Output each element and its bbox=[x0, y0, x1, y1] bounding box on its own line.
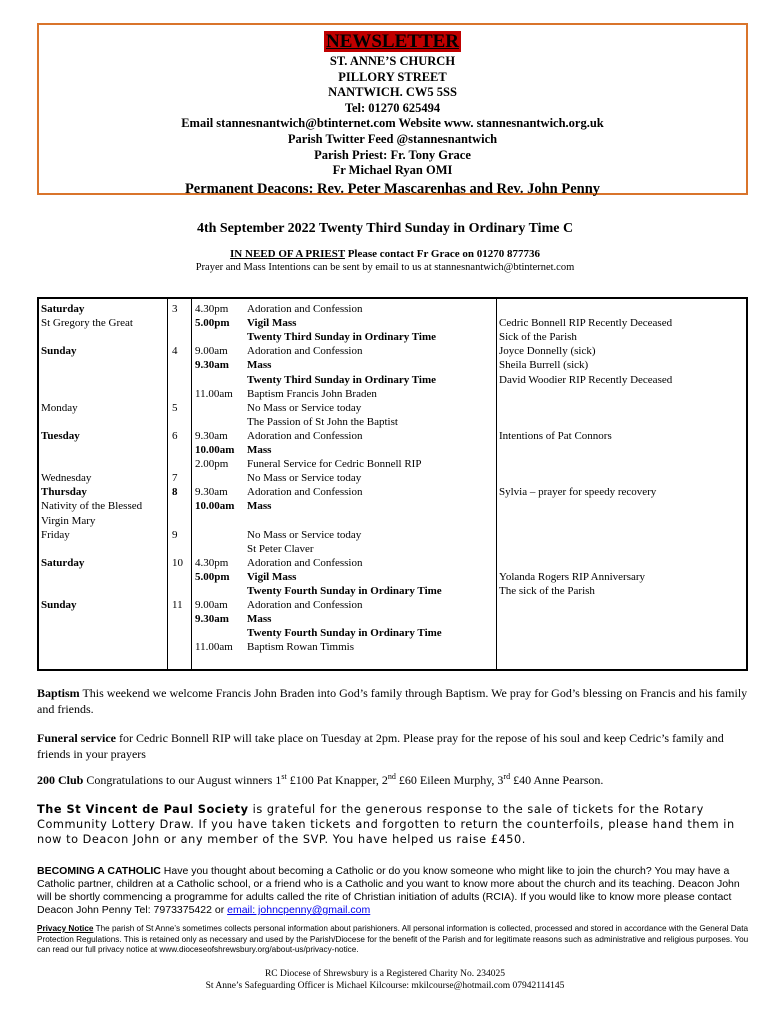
club-text: £60 Eileen Murphy, 3 bbox=[395, 773, 504, 787]
schedule-event: Mass bbox=[247, 444, 272, 456]
schedule-event: Vigil Mass bbox=[247, 317, 297, 330]
need-priest-text: Please contact Fr Grace on 01270 877736 bbox=[344, 248, 540, 260]
catholic-label: BECOMING A CATHOLIC bbox=[37, 865, 161, 877]
schedule-event: No Mass or Service today bbox=[247, 472, 362, 485]
schedule-time: 9.30am bbox=[195, 613, 229, 626]
schedule-date: 4 bbox=[172, 345, 178, 358]
schedule-event: Twenty Third Sunday in Ordinary Time bbox=[247, 331, 436, 344]
column-divider bbox=[496, 297, 497, 671]
schedule-day: St Gregory the Great bbox=[41, 317, 133, 330]
priest-contact-line bbox=[0, 248, 770, 260]
schedule-day: Monday bbox=[41, 401, 78, 414]
schedule-event: Twenty Fourth Sunday in Ordinary Time bbox=[247, 627, 442, 640]
church-town: NANTWICH. CW5 5SS bbox=[328, 85, 457, 100]
schedule-event: Adoration and Confession bbox=[247, 345, 363, 358]
schedule-day: Friday bbox=[41, 528, 70, 541]
schedule-event: Adoration and Confession bbox=[247, 486, 363, 499]
schedule-intention: Yolanda Rogers RIP Anniversary bbox=[499, 570, 646, 583]
schedule-day: Tuesday bbox=[41, 429, 80, 442]
parish-priest: Parish Priest: Fr. Tony Grace bbox=[314, 147, 471, 162]
schedule-time: 5.00pm bbox=[195, 570, 230, 583]
schedule-day: Saturday bbox=[41, 303, 85, 315]
schedule-date: 11 bbox=[172, 599, 183, 612]
baptism-label: Baptism bbox=[37, 686, 80, 700]
schedule-event: No Mass or Service today bbox=[247, 528, 362, 541]
schedule-date: 3 bbox=[172, 303, 178, 315]
schedule-time: 11.00am bbox=[195, 641, 233, 654]
schedule-time: 11.00am bbox=[195, 387, 233, 400]
schedule-event: Mass bbox=[247, 500, 272, 513]
schedule-intention: Sheila Burrell (sick) bbox=[499, 359, 589, 372]
schedule-event: Twenty Fourth Sunday in Ordinary Time bbox=[247, 585, 442, 597]
schedule-event: Mass bbox=[247, 613, 272, 626]
schedule-date: 6 bbox=[172, 429, 178, 442]
schedule-intention: Intentions of Pat Connors bbox=[499, 429, 612, 442]
schedule-event: Baptism Francis John Braden bbox=[247, 387, 377, 400]
safeguarding-officer: St Anne’s Safeguarding Officer is Michael Kilcourse: mkilcourse@hotmail.com 07942114145 bbox=[205, 981, 565, 991]
column-divider bbox=[167, 297, 168, 671]
schedule-time: 9.30am bbox=[195, 429, 228, 442]
schedule-date: 7 bbox=[172, 472, 178, 485]
schedule-event: Funeral Service for Cedric Bonnell RIP bbox=[247, 458, 422, 471]
baptism-notice bbox=[37, 685, 749, 717]
schedule-intention: Sylvia – prayer for speedy recovery bbox=[499, 486, 657, 499]
schedule-event: St Peter Claver bbox=[247, 542, 314, 555]
baptism-text: This weekend we welcome Francis John Braden into God’s family through Baptism. We pray for God’s blessing on Francis and his family and friends. bbox=[37, 686, 748, 716]
schedule-time: 4.30pm bbox=[195, 556, 229, 569]
schedule-day: Saturday bbox=[41, 556, 85, 569]
club-text: Congratulations to our August winners 1 bbox=[83, 773, 282, 787]
schedule-intention: David Woodier RIP Recently Deceased bbox=[499, 373, 673, 386]
funeral-text: for Cedric Bonnell RIP will take place on Tuesday at 2pm. Please pray for the repose of his soul and keep Cedric’s family and friends in your prayers bbox=[37, 731, 724, 761]
funeral-label: Funeral service bbox=[37, 731, 116, 745]
privacy-text: The parish of St Anne’s sometimes collects personal information about parishioners. All personal information is collected, processed and stored in accordance with the General Data Protection Regulations. This is retained only as necessary and used by the Parish/Diocese for the benefit of the Parish and for legitimate reasons such as administrative and religious purposes. You can read our full privacy notice at www.dioceseofshrewsbury.org/about-us/privacy-notice. bbox=[37, 924, 749, 955]
schedule-time: 2.00pm bbox=[195, 458, 229, 471]
newsletter-title: NEWSLETTER bbox=[325, 31, 460, 52]
schedule-time: 9.00am bbox=[195, 345, 228, 358]
catholic-text: Have you thought about becoming a Catholic or do you know someone who might like to join the church? You may have a Catholic partner, children at a Catholic school, or a friend who is a Catholic and you want to know more about the church and its teaching. Deacon John will be shortly commencing a programme for adults called the rite of Christian initiation of adults (RCIA). If you would like to know more please contact Deacon John Penny Tel: 7973375422 or bbox=[37, 865, 740, 916]
club-text: £40 Anne Pearson. bbox=[510, 773, 604, 787]
club-label: 200 Club bbox=[37, 773, 84, 787]
schedule-event: Mass bbox=[247, 359, 272, 372]
schedule-day: Virgin Mary bbox=[41, 514, 96, 527]
schedule-intention: The sick of the Parish bbox=[499, 585, 595, 597]
schedule-time: 10.00am bbox=[195, 444, 235, 456]
need-priest-label: IN NEED OF A PRIEST bbox=[230, 248, 345, 260]
schedule-intention: Joyce Donnelly (sick) bbox=[499, 345, 596, 358]
church-email-website: Email stannesnantwich@btinternet.com Website www. stannesnantwich.org.uk bbox=[181, 116, 604, 131]
schedule-event: Adoration and Confession bbox=[247, 429, 363, 442]
sunday-date-heading: 4th September 2022 Twenty Third Sunday in Ordinary Time C bbox=[196, 221, 574, 236]
schedule-date: 9 bbox=[172, 528, 178, 541]
ordinal-suffix: st bbox=[281, 772, 287, 781]
prayer-intentions-line: Prayer and Mass Intentions can be sent by email to us at stannesnantwich@btinternet.com bbox=[195, 262, 575, 273]
schedule-event: Baptism Rowan Timmis bbox=[247, 641, 354, 654]
newsletter-header bbox=[37, 23, 748, 195]
schedule-intention: Sick of the Parish bbox=[499, 331, 577, 344]
charity-number: RC Diocese of Shrewsbury is a Registered Charity No. 234025 bbox=[264, 969, 506, 979]
schedule-day: Sunday bbox=[41, 599, 77, 612]
funeral-notice bbox=[37, 730, 749, 762]
schedule-day: Sunday bbox=[41, 345, 77, 358]
schedule-time: 5.00pm bbox=[195, 317, 230, 330]
svp-notice bbox=[37, 802, 749, 847]
footer bbox=[0, 968, 770, 992]
schedule-time: 9.00am bbox=[195, 599, 228, 612]
schedule-event: Adoration and Confession bbox=[247, 303, 363, 315]
schedule-time: 10.00am bbox=[195, 500, 235, 513]
privacy-notice bbox=[37, 924, 749, 956]
schedule-day: Thursday bbox=[41, 486, 87, 499]
email-link[interactable]: email: johncpenny@gmail.com bbox=[227, 904, 371, 916]
svp-label: The St Vincent de Paul Society bbox=[37, 803, 249, 816]
schedule-event: Twenty Third Sunday in Ordinary Time bbox=[247, 373, 436, 386]
column-divider bbox=[191, 297, 192, 671]
schedule-date: 5 bbox=[172, 401, 178, 414]
schedule-time: 9.30am bbox=[195, 359, 229, 372]
privacy-label: Privacy Notice bbox=[37, 924, 94, 933]
club-text: £100 Pat Knapper, 2 bbox=[286, 773, 388, 787]
church-street: PILLORY STREET bbox=[338, 69, 447, 84]
schedule-day: Wednesday bbox=[41, 472, 92, 485]
church-tel: Tel: 01270 625494 bbox=[344, 100, 441, 115]
schedule-intention: Cedric Bonnell RIP Recently Deceased bbox=[499, 317, 673, 330]
schedule-time: 4.30pm bbox=[195, 303, 229, 315]
schedule-day: Nativity of the Blessed bbox=[41, 500, 143, 513]
schedule-event: The Passion of St John the Baptist bbox=[247, 415, 398, 428]
twitter-feed: Parish Twitter Feed @stannesnantwich bbox=[287, 131, 498, 146]
svp-text: is grateful for the generous response to the sale of tickets for the Rotary Community Lottery Draw. If you have taken tickets and forgotten to return the counterfoils, please hand them in now to Deacon John or any member of the SVP. You have helped us raise £450. bbox=[37, 803, 735, 846]
schedule-time: 9.30am bbox=[195, 486, 228, 499]
permanent-deacons: Permanent Deacons: Rev. Peter Mascarenhas and Rev. John Penny bbox=[184, 180, 601, 197]
mass-schedule-table bbox=[37, 297, 748, 671]
schedule-event: Vigil Mass bbox=[247, 570, 297, 583]
becoming-catholic-notice bbox=[37, 865, 749, 917]
schedule-date: 10 bbox=[172, 556, 183, 569]
club-notice bbox=[37, 772, 749, 788]
assistant-priest: Fr Michael Ryan OMI bbox=[332, 163, 453, 178]
schedule-date: 8 bbox=[172, 486, 178, 499]
schedule-event: No Mass or Service today bbox=[247, 401, 362, 414]
ordinal-suffix: nd bbox=[387, 772, 396, 781]
church-name: ST. ANNE’S CHURCH bbox=[329, 54, 456, 68]
schedule-event: Adoration and Confession bbox=[247, 599, 363, 612]
schedule-event: Adoration and Confession bbox=[247, 556, 363, 569]
ordinal-suffix: rd bbox=[503, 772, 511, 781]
